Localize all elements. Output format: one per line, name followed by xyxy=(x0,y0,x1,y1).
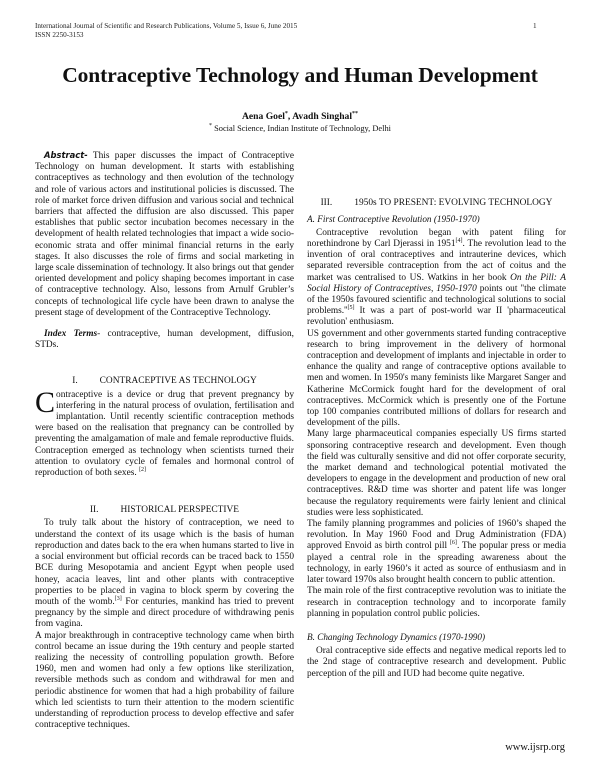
text-run: The family planning programmes and policies of 1960’s shaped the revolution. In May 1960 Food and Drug Administration (FDA) approved Envoid as birth control pill xyxy=(307,519,566,552)
subsection-a-paragraph-3 xyxy=(307,429,566,519)
author-2: Avadh Singhal xyxy=(292,111,352,122)
authors xyxy=(0,111,600,122)
subsection-b-paragraph-1 xyxy=(307,646,566,680)
page-number: 1 xyxy=(533,22,537,30)
index-terms-text: - contraceptive, human development, diffusion, STDs. xyxy=(35,329,294,351)
text-run: points out "the climate of the 1950s favoured scientific and technological solutions to social problems.'' xyxy=(307,283,566,317)
subsection-a-paragraph-1 xyxy=(307,228,566,329)
section-2-heading xyxy=(35,505,294,516)
paragraph-text xyxy=(307,519,566,585)
text-run: ontraceptive is a device or drug that prevent pregnancy by interfering in the natural process of ovulation, fertilisation and implantation. Until recently scientific contraception methods were based on the realisation that pregnancy can be controlled by preventing the amalgamation of male and female reproductive fluids. Contraception emerged as technology when scientists turned their attention to ovulatory cycle of females and hormonal control of reproduction of both sexes. xyxy=(35,389,294,479)
author-2-mark: ** xyxy=(352,110,358,117)
left-column xyxy=(35,150,294,732)
paragraph-text xyxy=(307,228,566,328)
text-run: US government and other governments started funding contraceptive research to bring improvement in the delivery of hormonal contraception and development of implants and injectable in order to enhance the quality and range of contraceptive options available to men and women. In 1950's many feminists like Margaret Sanger and Katherine McCormick fought hard for the development of oral contraceptives. McCormick which is presently one of the Fortune top 100 companies contributed millions of dollars for research and development of the pills. xyxy=(307,328,566,429)
text-run: The main role of the first contraceptive revolution was to initiate the research in contraception technology and to incorporate family planning in population control public policies. xyxy=(307,586,566,619)
text-run: Contraceptive revolution began with patent filing for norethindrone by Carl Djerassi in 1951 xyxy=(307,227,566,249)
text-run: Many large pharmaceutical companies especially US firms started sponsoring contraceptive research and development. Even though the field was culturally sensitive and did not offer corporate security, the market demand and technological potential motivated the developers to engage in the development and production of new oral contraceptives. R&D time was shorter and patent life was longer because the regulatory requirements were fairly lenient and clinical studies were less sophisticated. xyxy=(307,429,566,518)
subsection-a-paragraph-2 xyxy=(307,329,566,430)
citation-ref: [4] xyxy=(455,237,463,244)
citation-ref: [3] xyxy=(114,595,122,602)
citation-ref: [2] xyxy=(139,466,147,473)
section-2-title: HISTORICAL PERSPECTIVE xyxy=(120,505,240,516)
paragraph-text xyxy=(35,385,294,479)
author-1-mark: * xyxy=(284,110,288,117)
text-run: . The popular press or media played a central role in the spreading awareness about the technology, in early 1960’s it acted as source of enthusiasm and in later toward 1970s also brought health concern to public attention. xyxy=(307,541,566,586)
section-3-heading xyxy=(307,198,566,209)
book-title: On the Pill: A Social History of Contraceptives, 1950-1970 xyxy=(307,272,566,294)
citation-ref: [5] xyxy=(347,305,355,312)
right-column xyxy=(307,150,566,680)
abstract-label: Abstract- xyxy=(44,150,88,160)
subsection-a-heading: A. First Contraceptive Revolution (1950-1970) xyxy=(307,213,480,224)
author-1: Aena Goel xyxy=(242,111,285,122)
abstract xyxy=(35,150,294,319)
text-run: For centuries, mankind has tried to prevent pregnancy by the simple and direct procedure of withdrawing penis from vagina. xyxy=(35,596,294,630)
section-1-heading xyxy=(35,376,294,387)
author-separator: , xyxy=(287,111,293,122)
section-1-title: CONTRACEPTIVE AS TECHNOLOGY xyxy=(99,376,257,387)
paragraph-text xyxy=(35,631,294,731)
text-run: Oral contraceptive side effects and negative medical reports led to the 2nd stage of contraceptive research and development. Public perception of the pill and IUD had become quite negative. xyxy=(307,646,566,679)
section-3-title: 1950s TO PRESENT: EVOLVING TECHNOLOGY xyxy=(354,198,553,209)
section-1-number: I. xyxy=(72,376,78,387)
section-2-number: II. xyxy=(89,505,99,516)
index-terms xyxy=(35,329,294,351)
subsection-a-paragraph-5 xyxy=(307,586,566,620)
journal-name: International Journal of Scientific and Research Publications, Volume 5, Issue 6, June 2015 xyxy=(35,22,298,30)
section-1-paragraph xyxy=(35,385,294,480)
section-2-paragraph-1 xyxy=(35,518,294,630)
abstract-text: This paper discusses the impact of Contraceptive Technology on human development. It starts with establishing contraceptives as technology and then evolution of the technology and role of various actors and institutional policies is discussed. The role of market force driven diffusion and various social and technical barriers that affected the diffusion are also discussed. This paper establishes that public sector incubation becomes necessary in the development of health related technologies that impact a wide socio-economic strata and offer minimal financial returns in the early stages. It also discusses the role of firms and social marketing in large scale dissemination of technology. It also brings out that gender oriented development and policy shaping becomes important in case of contraceptive technology. Also, lessons from Arnulf Grubler’s concepts of technological life cycle have been drawn to analyse the present stage of development of the Contraceptive Technology. xyxy=(35,151,294,318)
journal-header xyxy=(35,22,297,40)
paragraph-text xyxy=(307,646,566,678)
affiliation-text: Social Science, Indian Institute of Technology, Delhi xyxy=(212,124,391,133)
paragraph-text xyxy=(35,518,294,629)
section-3-number: III. xyxy=(320,198,333,209)
paragraph-text xyxy=(307,329,566,429)
paragraph-text xyxy=(307,586,566,618)
drop-cap: C xyxy=(35,385,56,419)
affiliation-mark: * xyxy=(209,123,213,130)
text-run: To truly talk about the history of contraception, we need to understand the context of its usage which is the basis of human reproduction and dates back to the era when humans started to live in a social environment but official records can be traced back to 1550 BCE during Mesopotamia and ancient Egypt when people used honey, acacia leaves, lint and other plants with contraceptive properties to be placed in vagina to block sperm by covering the mouth of the womb. xyxy=(35,518,294,607)
index-terms-label: Index Terms xyxy=(44,329,98,340)
paragraph-text xyxy=(307,429,566,517)
text-run: A major breakthrough in contraceptive technology came when birth control became an issue during the 19th century and people started realizing the necessity of controlling population growth. Before 1960, men and women had only a few options like sterilization, reversible methods such as condom and withdrawal for men and periodic abstinence for women that had a high probability of failure which led scientists to turn their attention to the modern scientific understanding of reproduction process to develop effective and safer contraceptive techniques. xyxy=(35,630,294,731)
paper-title: Contraceptive Technology and Human Development xyxy=(62,63,538,87)
text-run: . The revolution lead to the invention of oral contraceptives and intrauterine devices, which separated reversible contraception from the act of coitus and the market was centralised to US. Watkins in her book xyxy=(307,239,566,283)
citation-ref: [6] xyxy=(449,540,457,547)
text-run: It was a part of post-world war II 'pharmaceutical revolution' enthusiasm. xyxy=(307,306,566,328)
section-2-paragraph-2 xyxy=(35,631,294,732)
affiliation xyxy=(0,124,600,133)
footer-url[interactable]: www.ijsrp.org xyxy=(505,742,565,753)
subsection-b-heading: B. Changing Technology Dynamics (1970-1990) xyxy=(307,631,486,642)
subsection-a-paragraph-4 xyxy=(307,519,566,586)
issn: ISSN 2250-3153 xyxy=(35,31,84,39)
section-2-paragraph-2-continued xyxy=(307,150,566,172)
